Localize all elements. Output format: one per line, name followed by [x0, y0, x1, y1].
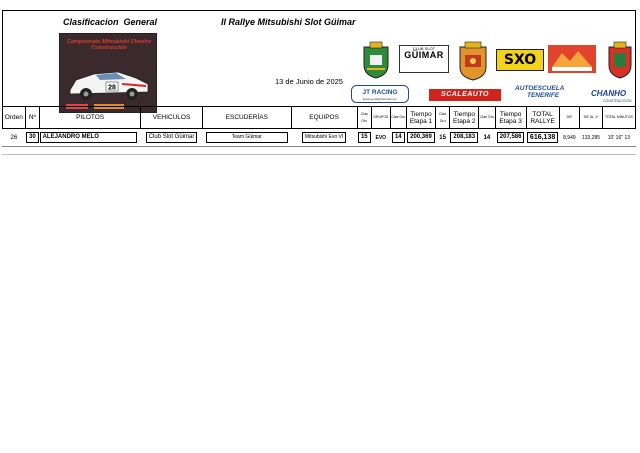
slot-team-logo [548, 45, 596, 73]
team-value: Team Güimar [206, 132, 288, 143]
header-block [2, 10, 636, 106]
table-row [3, 129, 636, 147]
photo-caption: Campeonato Mitsubishi Chanho Construcción [66, 39, 152, 51]
cell-tiempo-2 [450, 129, 479, 147]
col-pilotos: PILOTOS [40, 107, 141, 129]
col-clas-4: Clas Gru [479, 107, 495, 129]
scaleauto-logo: SCALEAUTO [429, 89, 501, 101]
autoescuela-logo [515, 85, 573, 103]
col-tiempo-2: Tiempo Etapa 2 [450, 107, 479, 129]
col-escuderias: ESCUDERÍAS [202, 107, 291, 129]
cell-tiempo-3 [495, 129, 526, 147]
col-tiempo-3: Tiempo Etapa 3 [495, 107, 526, 129]
col-total: TOTAL RALLYE [526, 107, 559, 129]
cell-dif-al [580, 129, 603, 147]
rally-car-photo [59, 33, 157, 113]
club-slot-label: CLUB SLOT [412, 46, 436, 51]
club-slot-name: GÜIMAR [404, 50, 444, 60]
classification-title: Clasificacion General [63, 17, 158, 27]
stage-3-time: 207,586 [497, 132, 525, 143]
col-equipos: EQUIPOS [291, 107, 357, 129]
col-total-min: TOTAL MINUTOS [602, 107, 635, 129]
clas-3-value: 15 [439, 134, 446, 141]
rally-total-value: 616,138 [527, 132, 558, 143]
vehicle-value: Club Slot Güimar [146, 132, 198, 143]
col-clas-3: Clas Gru [435, 107, 449, 129]
cell-grupo [372, 129, 391, 147]
rally-car-icon [66, 64, 152, 102]
island-shield-icon [457, 41, 489, 81]
col-vehiculos: VEHICULOS [141, 107, 203, 129]
autoescuela-label: AUTOESCUELA [515, 85, 565, 92]
results-table [2, 106, 636, 147]
municipal-shield-icon [361, 41, 391, 79]
row-divider [2, 146, 636, 147]
row-divider [2, 154, 636, 155]
col-clas-1: Clas Gru [357, 107, 371, 129]
jt-racing-email: jtracing.vail@hotmail.com [362, 97, 398, 101]
col-dif: DIF [559, 107, 580, 129]
cell-vehiculo [141, 129, 203, 147]
regional-shield-icon [607, 41, 633, 79]
clas-2-value: 14 [392, 132, 405, 143]
col-num: Nº [25, 107, 39, 129]
col-clas-2: Clas Gru [390, 107, 406, 129]
col-dif-al: DIF AL 1º [580, 107, 603, 129]
pilot-name: ALEJANDRO MELO [40, 132, 137, 143]
cell-equipo [291, 129, 357, 147]
chanho-subtitle: CONSTRUCCIÓN [603, 99, 632, 103]
stage-1-time: 200,369 [407, 132, 435, 143]
cell-escuderia [202, 129, 291, 147]
car-number: 28 [108, 84, 116, 92]
col-tiempo-1: Tiempo Etapa 1 [407, 107, 436, 129]
cell-dif [559, 129, 580, 147]
autoescuela-city: TENERIFE [527, 92, 560, 99]
equipment-value: Mitsubishi Evo VI [302, 132, 346, 143]
car-num-value: 30 [26, 132, 39, 143]
dif-value: 8,949 [563, 134, 576, 141]
clas-4-value: 14 [483, 134, 491, 141]
jt-racing-name: JT RACING [362, 89, 398, 96]
chanho-logo: CHANHO [591, 89, 627, 98]
cell-piloto [40, 129, 141, 147]
clas-1-value: 15 [358, 132, 371, 143]
col-grupos: GRUPOS [372, 107, 391, 129]
cell-clas-2 [390, 129, 406, 147]
dif-leader-value: 133,285 [581, 134, 601, 141]
cell-total [526, 129, 559, 147]
col-orden: Orden [3, 107, 26, 129]
cell-tiempo-1 [407, 129, 436, 147]
cell-total-min [602, 129, 635, 147]
cell-num [25, 129, 39, 147]
rally-title: II Rallye Mitsubishi Slot Güimar [221, 17, 356, 27]
stage-2-time: 208,183 [450, 132, 478, 143]
event-date: 13 de Junio de 2025 [275, 77, 343, 86]
table-header-row [3, 107, 636, 129]
cell-clas-4 [479, 129, 495, 147]
sxo-logo: SXO [496, 49, 544, 71]
cell-orden [3, 129, 26, 147]
cell-clas-1 [357, 129, 371, 147]
orden-value: 26 [10, 134, 18, 141]
group-value: EVO [375, 134, 387, 141]
jt-racing-logo [351, 85, 409, 103]
cell-clas-3 [435, 129, 449, 147]
total-minutes-value: 10' 16'' 13 [607, 134, 631, 141]
club-slot-guimar-logo [399, 45, 449, 73]
